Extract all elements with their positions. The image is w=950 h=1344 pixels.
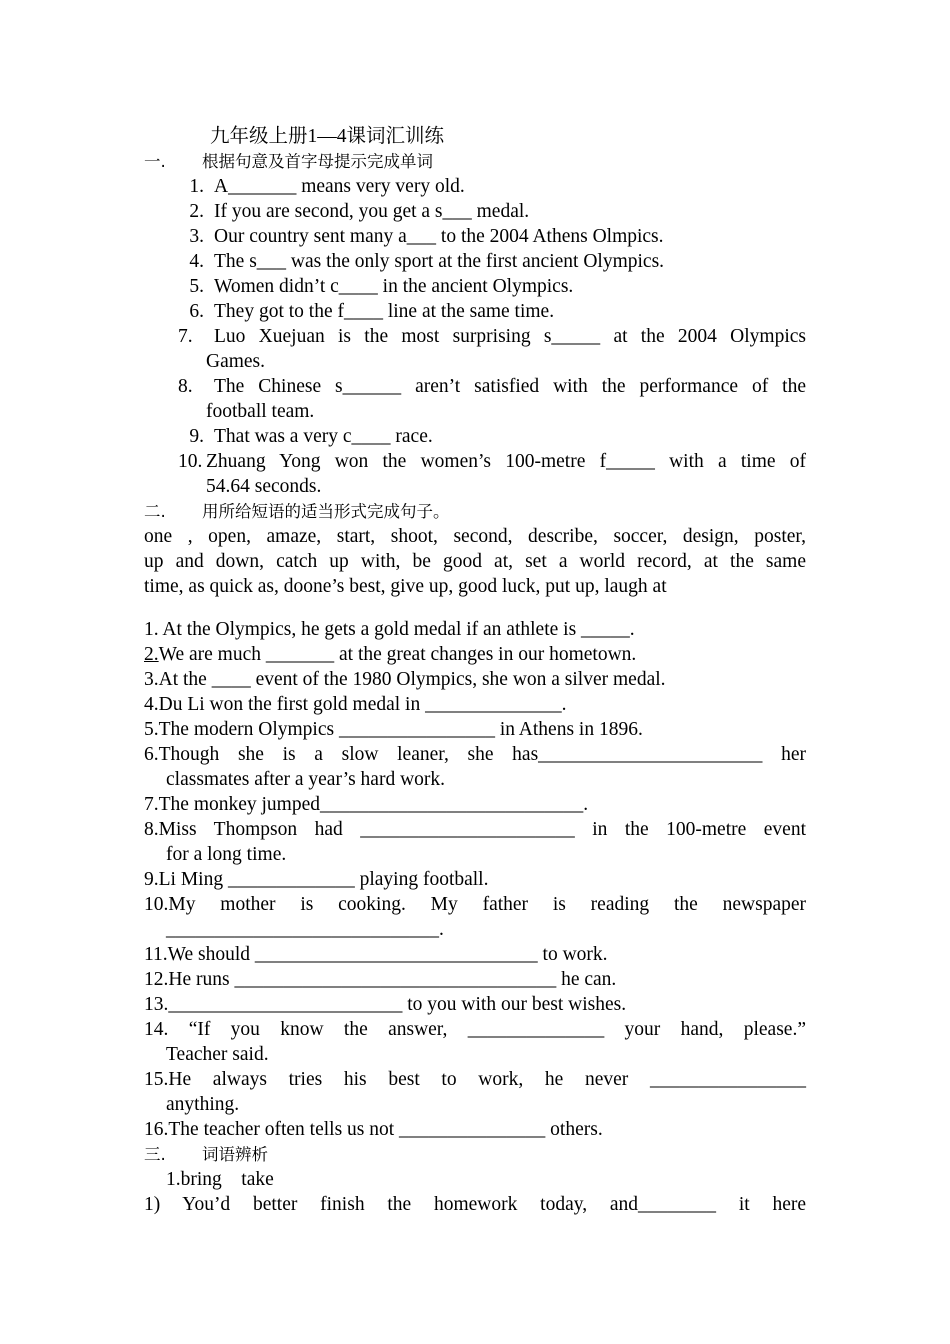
section1-title: 根据句意及首字母提示完成单词 xyxy=(202,152,433,171)
list-item: 3.At the ____ event of the 1980 Olympics, she won a silver medal. xyxy=(144,669,666,690)
list-item: 6.Though she is a slow leaner, she has_______________________ her xyxy=(144,744,806,765)
list-item: 8. The Chinese s______ aren’t satisfied with the performance of the xyxy=(178,376,806,397)
section3-subheading: 1.bring take xyxy=(166,1169,274,1190)
list-item-continuation: classmates after a year’s hard work. xyxy=(166,769,446,790)
list-item: 1) You’d better finish the homework today, and________ it here xyxy=(144,1194,806,1215)
list-item: 14. “If you know the answer, ______________ your hand, please.” xyxy=(144,1019,806,1040)
list-item: 6. They got to the f____ line at the same time. xyxy=(189,301,555,322)
section3-heading xyxy=(144,1142,806,1167)
section2-heading xyxy=(144,499,806,524)
list-item: 7. Luo Xuejuan is the most surprising s_____ at the 2004 Olympics xyxy=(178,326,806,347)
list-item-continuation: ____________________________. xyxy=(166,919,444,940)
section3-title: 词语辨析 xyxy=(202,1145,268,1164)
list-item: 10.My mother is cooking. My father is reading the newspaper xyxy=(144,894,806,915)
list-item: 1. A_______ means very very old. xyxy=(189,176,465,197)
list-item: 10. Zhuang Yong won the women’s 100-metre f_____ with a time of xyxy=(178,451,806,472)
section1-num: 一. xyxy=(144,152,166,171)
list-item: 5. Women didn’t c____ in the ancient Olympics. xyxy=(189,276,574,297)
list-item: 13.________________________ to you with our best wishes. xyxy=(144,994,627,1015)
list-item-continuation: Teacher said. xyxy=(166,1044,269,1065)
list-item-continuation: 54.64 seconds. xyxy=(206,476,322,497)
list-item: 8.Miss Thompson had ______________________ in the 100-metre event xyxy=(144,819,806,840)
list-item: 1. At the Olympics, he gets a gold medal if an athlete is _____. xyxy=(144,619,635,640)
list-item: 5.The modern Olympics ________________ in Athens in 1896. xyxy=(144,719,643,740)
list-item: 2.We are much _______ at the great changes in our hometown. xyxy=(144,644,637,665)
page-title: 九年级上册1—4课词汇训练 xyxy=(210,126,445,147)
list-item: 4. The s___ was the only sport at the first ancient Olympics. xyxy=(189,251,665,272)
word-bank-line: up and down, catch up with, be good at, set a world record, at the same xyxy=(144,551,806,572)
list-item: 11.We should _____________________________ to work. xyxy=(144,944,608,965)
word-bank-line: time, as quick as, doone’s best, give up, good luck, put up, laugh at xyxy=(144,576,667,597)
section2-num: 二. xyxy=(144,502,166,521)
list-item: 9. That was a very c____ race. xyxy=(189,426,433,447)
list-item-continuation: anything. xyxy=(166,1094,240,1115)
word-bank-line: one , open, amaze, start, shoot, second, describe, soccer, design, poster, xyxy=(144,526,806,547)
list-item: 12.He runs _________________________________ he can. xyxy=(144,969,617,990)
list-item: 2. If you are second, you get a s___ medal. xyxy=(189,201,530,222)
list-item: 15.He always tries his best to work, he never ________________ xyxy=(144,1069,806,1090)
section2-title: 用所给短语的适当形式完成句子。 xyxy=(202,502,450,521)
section1-heading xyxy=(144,149,806,174)
list-item: 3. Our country sent many a___ to the 2004 Athens Olmpics. xyxy=(189,226,664,247)
list-item: 16.The teacher often tells us not _______________ others. xyxy=(144,1119,603,1140)
list-item: 7.The monkey jumped___________________________. xyxy=(144,794,589,815)
section3-num: 三. xyxy=(144,1145,166,1164)
list-item-continuation: Games. xyxy=(206,351,266,372)
list-item-continuation: for a long time. xyxy=(166,844,287,865)
list-item: 9.Li Ming _____________ playing football. xyxy=(144,869,489,890)
list-item: 4.Du Li won the first gold medal in ______________. xyxy=(144,694,567,715)
list-item-continuation: football team. xyxy=(206,401,315,422)
